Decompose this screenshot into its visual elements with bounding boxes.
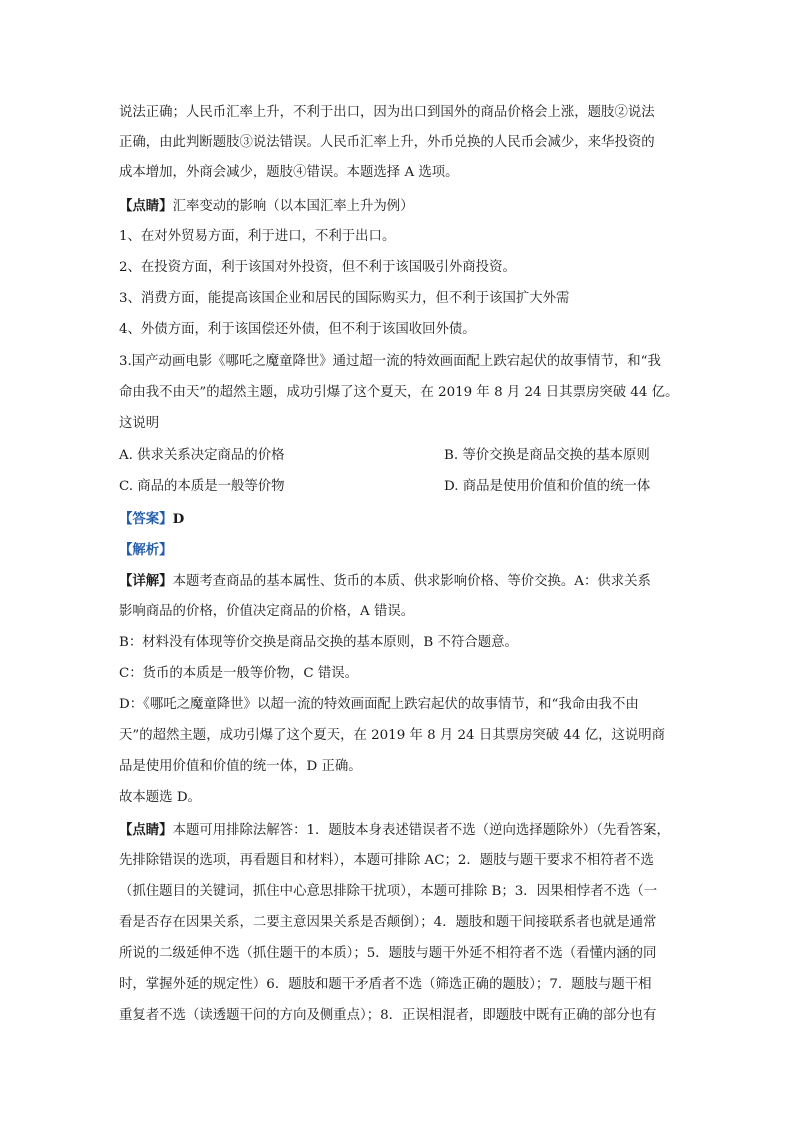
- tip-item: 1、在对外贸易方面，利于进口，不利于出口。: [119, 229, 396, 244]
- detail-text: 本题考查商品的基本属性、货币的本质、供求影响价格、等价交换。A：供求关系: [172, 574, 651, 589]
- detail-line: 影响商品的价格，价值决定商品的价格，A 错误。: [119, 604, 415, 619]
- tip-heading-text: 汇率变动的影响（以本国汇率上升为例）: [172, 199, 414, 214]
- tip2-tag: 【点睛】: [119, 822, 173, 838]
- detail-line: 故本题选 D。: [119, 790, 201, 805]
- answer-value: D: [172, 511, 185, 527]
- detail-line: 天”的超然主题，成功引爆了这个夏天，在 2019 年 8 月 24 日其票房突破 44 亿，这说明商: [119, 728, 666, 743]
- tip2-line: [119, 820, 679, 841]
- paragraph-line: 成本增加，外商会减少，题肢④错误。本题选择 A 选项。: [119, 165, 459, 180]
- tip2-text: 本题可用排除法解答：1．题肢本身表述错误者不选（逆向选择题除外）（先看答案，: [172, 823, 670, 838]
- detail-line: [119, 571, 679, 592]
- option-d: D. 商品是使用价值和价值的统一体: [444, 479, 651, 494]
- option-a: A. 供求关系决定商品的价格: [119, 448, 285, 463]
- question-stem-line: 这说明: [119, 416, 160, 431]
- tip2-line: 先排除错误的选项，再看题目和材料），本题可排除 AC；2．题肢与题干要求不相符者不选: [119, 853, 654, 868]
- detail-tag: 【详解】: [119, 573, 173, 589]
- paragraph-line: 说法正确；人民币汇率上升，不利于出口，因为出口到国外的商品价格会上涨，题肢②说法: [119, 105, 655, 120]
- detail-line: D：《哪吒之魔童降世》以超一流的特效画面配上跌宕起伏的故事情节，和“我命由我不由: [119, 697, 639, 712]
- tip2-line: 所说的二级延伸不选（抓住题干的本质）；5．题肢与题干外延不相符者不选（看懂内涵的同: [119, 946, 657, 961]
- answer-line: [119, 509, 679, 530]
- tip-tag: 【点睛】: [119, 198, 173, 214]
- detail-line: C：货币的本质是一般等价物，C 错误。: [119, 666, 358, 681]
- tip-item: 3、消费方面，能提高该国企业和居民的国际购买力，但不利于该国扩大外需: [119, 291, 570, 306]
- question-stem-line: 命由我不由天”的超然主题，成功引爆了这个夏天，在 2019 年 8 月 24 日其票房突破 44 亿。: [119, 385, 679, 400]
- tip-heading: [119, 196, 679, 217]
- paragraph-line: 正确，由此判断题肢③说法错误。人民币汇率上升，外币兑换的人民币会减少，来华投资的: [119, 135, 655, 150]
- option-c: C. 商品的本质是一般等价物: [119, 479, 285, 494]
- tip-item: 2、在投资方面，利于该国对外投资，但不利于该国吸引外商投资。: [119, 260, 516, 275]
- tip2-line: 看是否存在因果关系，二要主意因果关系是否颠倒）；4．题肢和题干间接联系者也就是通常: [119, 915, 657, 930]
- question-stem-line: 3.国产动画电影《哪吒之魔童降世》通过超一流的特效画面配上跌宕起伏的故事情节，和“我: [119, 354, 661, 369]
- tip2-line: （抓住题目的关键词，抓住中心意思排除干扰项），本题可排除 B；3．因果相悖者不选（一: [119, 884, 658, 899]
- detail-line: B：材料没有体现等价交换是商品交换的基本原则，B 不符合题意。: [119, 635, 518, 650]
- option-b: B. 等价交换是商品交换的基本原则: [444, 448, 650, 463]
- analysis-tag: 【解析】: [119, 542, 173, 558]
- tip2-line: 重复者不选（读透题干问的方向及侧重点）；8．正误相混者，即题肢中既有正确的部分也有: [119, 1008, 657, 1023]
- tip-item: 4、外债方面，利于该国偿还外债，但不利于该国收回外债。: [119, 322, 476, 337]
- tip2-line: 时，掌握外延的规定性）6．题肢和题干矛盾者不选（筛选正确的题肢）；7．题肢与题干相: [119, 977, 652, 992]
- answer-tag: 【答案】: [119, 511, 173, 527]
- analysis-line: [119, 540, 679, 561]
- detail-line: 品是使用价值和价值的统一体，D 正确。: [119, 759, 362, 774]
